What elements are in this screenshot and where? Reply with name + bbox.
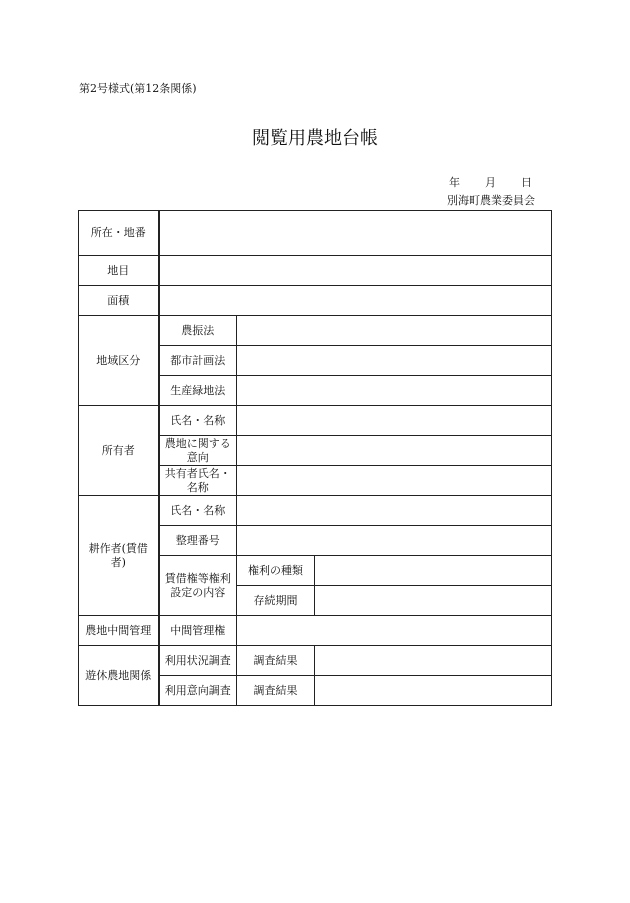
cultivator-label: 耕作者(賃借者) [79,496,159,616]
farmland-ledger-table [78,210,552,706]
cultivator-value [237,526,552,556]
area-label: 面積 [79,286,159,316]
co-owner-name-label: 共有者氏名・名称 [159,466,237,496]
duration-label: 存続期間 [237,586,315,616]
zoning-label: 地域区分 [79,316,159,406]
rights-type-label: 権利の種類 [237,556,315,586]
form-number: 第2号様式(第12条関係) [79,82,197,95]
land-category-value [159,256,552,286]
area-value [159,286,552,316]
zoning-value [237,316,552,346]
land-category-label: 地目 [79,256,159,286]
owner-label: 所有者 [79,406,159,496]
date-day: 日 [521,176,532,189]
usage-result-value [315,646,552,676]
zoning-value [237,376,552,406]
owner-value [237,466,552,496]
owner-value [237,406,552,436]
intent-survey-label: 利用意向調査 [159,676,237,706]
date-month: 月 [485,176,496,189]
lease-content-label: 賃借権等権利設定の内容 [159,556,237,616]
lease-value [315,556,552,586]
intermediary-right-label: 中間管理権 [159,616,237,646]
usage-survey-label: 利用状況調査 [159,646,237,676]
document-title: 閲覧用農地台帳 [252,128,378,149]
idle-farmland-label: 遊休農地関係 [79,646,159,706]
cultivator-name-label: 氏名・名称 [159,496,237,526]
intent-result-label: 調査結果 [237,676,315,706]
location-value [159,211,552,256]
lease-value [315,586,552,616]
zoning-item-city-planning: 都市計画法 [159,346,237,376]
usage-result-label: 調査結果 [237,646,315,676]
reference-number-label: 整理番号 [159,526,237,556]
zoning-item-agri-promotion: 農振法 [159,316,237,346]
location-label: 所在・地番 [79,211,159,256]
zoning-item-productive-green: 生産緑地法 [159,376,237,406]
intermediary-label: 農地中間管理 [79,616,159,646]
committee-name: 別海町農業委員会 [447,194,535,207]
zoning-value [237,346,552,376]
owner-name-label: 氏名・名称 [159,406,237,436]
owner-intent-label: 農地に関する意向 [159,436,237,466]
intermediary-value [237,616,552,646]
owner-value [237,436,552,466]
intent-result-value [315,676,552,706]
cultivator-value [237,496,552,526]
date-line [449,174,532,190]
date-year: 年 [449,176,460,189]
